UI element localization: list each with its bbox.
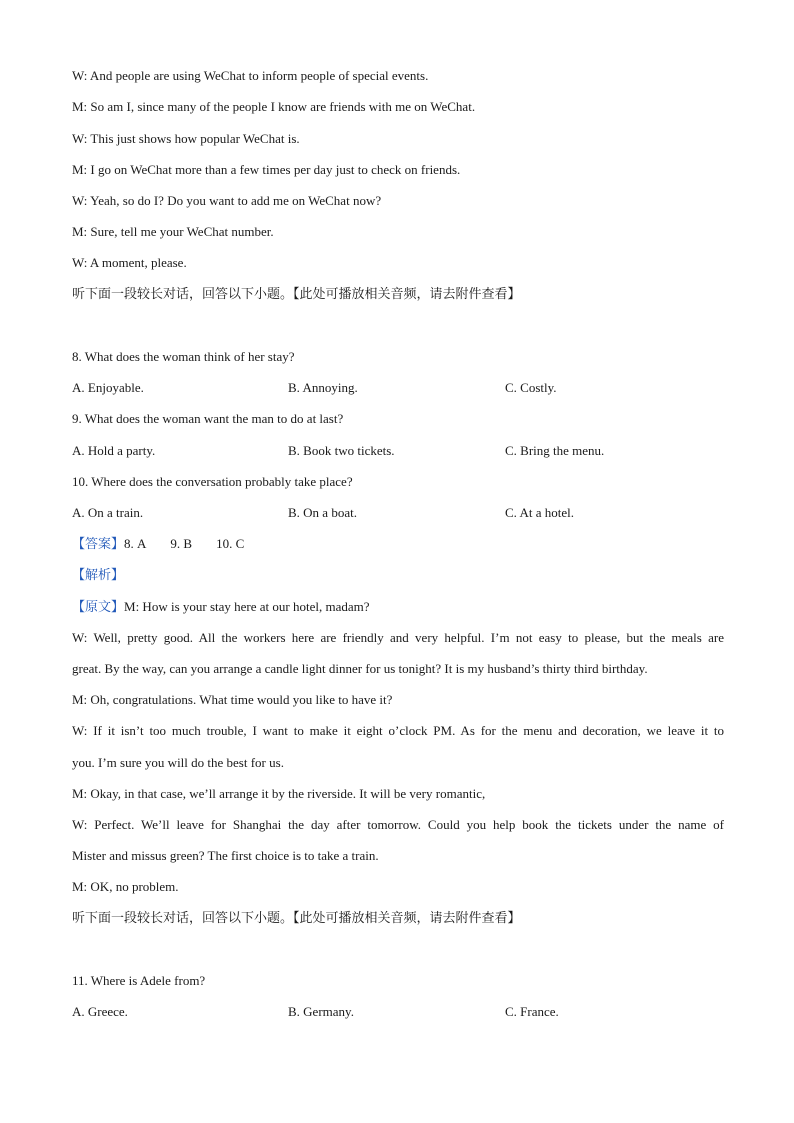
answer-item: 10. C	[216, 536, 245, 551]
transcript-line: W: If it isn’t too much trouble, I want to make it eight o’clock PM. As for the menu and decoration, we leave it to	[72, 723, 724, 738]
dialogue-line: M: I go on WeChat more than a few times per day just to check on friends.	[72, 162, 461, 177]
question-10: 10. Where does the conversation probably take place?	[72, 474, 353, 489]
question-11-option-b: B. Germany.	[288, 1004, 354, 1019]
answer-label: 【答案】	[72, 537, 125, 552]
answer-item: 8. A	[124, 536, 147, 551]
analysis-label: 【解析】	[72, 568, 125, 583]
question-11-option-a: A. Greece.	[72, 1004, 128, 1019]
transcript-line: W: Perfect. We’ll leave for Shanghai the day after tomorrow. Could you help book the tickets under the name of	[72, 817, 724, 832]
transcript-line: M: Okay, in that case, we’ll arrange it by the riverside. It will be very romantic,	[72, 786, 486, 801]
dialogue-line: W: Yeah, so do I? Do you want to add me on WeChat now?	[72, 193, 382, 208]
answer-line	[72, 536, 724, 553]
question-10-option-a: A. On a train.	[72, 505, 144, 520]
transcript-line: great. By the way, can you arrange a candle light dinner for us tonight? It is my husband’s thirty third birthday.	[72, 661, 648, 676]
analysis-line	[72, 567, 724, 584]
question-9-option-c: C. Bring the menu.	[505, 443, 605, 458]
question-9-option-b: B. Book two tickets.	[288, 443, 395, 458]
question-10-option-c: C. At a hotel.	[505, 505, 574, 520]
section-heading: 听下面一段较长对话，回答以下小题。【此处可播放相关音频，请去附件查看】	[72, 287, 521, 302]
transcript-line: M: OK, no problem.	[72, 879, 179, 894]
transcript-line: W: Well, pretty good. All the workers here are friendly and very helpful. I’m not easy to please, but the meals are	[72, 630, 724, 645]
answer-item: 9. B	[170, 536, 193, 551]
question-10-option-b: B. On a boat.	[288, 505, 357, 520]
transcript-line	[72, 599, 724, 616]
dialogue-line: W: And people are using WeChat to inform people of special events.	[72, 68, 429, 83]
question-11: 11. Where is Adele from?	[72, 973, 206, 988]
transcript-line: you. I’m sure you will do the best for us.	[72, 755, 284, 770]
question-9: 9. What does the woman want the man to do at last?	[72, 411, 344, 426]
dialogue-line: W: This just shows how popular WeChat is.	[72, 131, 300, 146]
question-8-option-c: C. Costly.	[505, 380, 557, 395]
transcript-line: Mister and missus green? The first choice is to take a train.	[72, 848, 379, 863]
question-9-option-a: A. Hold a party.	[72, 443, 156, 458]
dialogue-line: M: Sure, tell me your WeChat number.	[72, 224, 274, 239]
section-heading: 听下面一段较长对话，回答以下小题。【此处可播放相关音频，请去附件查看】	[72, 911, 521, 926]
question-8-option-a: A. Enjoyable.	[72, 380, 144, 395]
transcript-text: M: How is your stay here at our hotel, madam?	[124, 599, 370, 614]
question-8-option-b: B. Annoying.	[288, 380, 358, 395]
dialogue-line: W: A moment, please.	[72, 255, 187, 270]
question-11-option-c: C. France.	[505, 1004, 559, 1019]
dialogue-line: M: So am I, since many of the people I know are friends with me on WeChat.	[72, 99, 476, 114]
question-8: 8. What does the woman think of her stay?	[72, 349, 295, 364]
transcript-label: 【原文】	[72, 600, 125, 615]
transcript-line: M: Oh, congratulations. What time would you like to have it?	[72, 692, 393, 707]
